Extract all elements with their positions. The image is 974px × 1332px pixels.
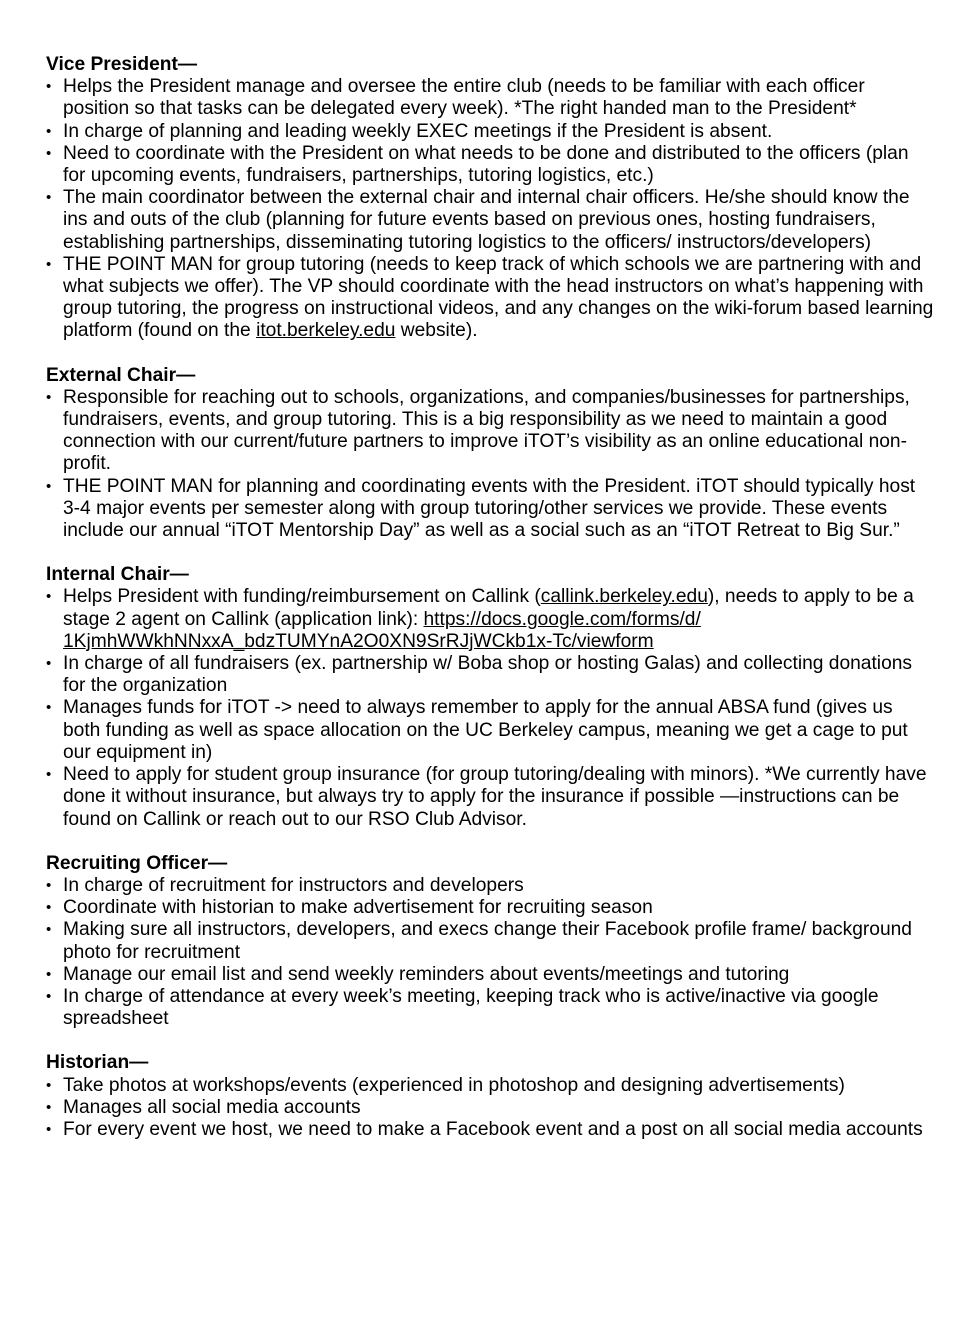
section-title: Recruiting Officer—	[46, 852, 228, 874]
bullet-text: Helps the President manage and oversee the entire club (needs to be familiar with each officer position so that tasks can be delegated every week). *The right handed man to the President*	[63, 76, 865, 120]
bullet-text: In charge of planning and leading weekly EXEC meetings if the President is absent.	[63, 120, 773, 142]
bullet-item	[46, 387, 934, 476]
hyperlink[interactable]: callink.berkeley.edu	[540, 586, 708, 608]
bullet-item	[46, 1119, 934, 1141]
bullet-item	[46, 764, 934, 831]
bullet-item	[46, 76, 934, 120]
bullet-text: In charge of all fundraisers (ex. partnership w/ Boba shop or hosting Galas) and collecting donations for the organization	[63, 653, 912, 697]
bullet-text: Coordinate with historian to make advertisement for recruiting season	[63, 897, 653, 919]
bullet-text: In charge of attendance at every week’s meeting, keeping track who is active/inactive via google spreadsheet	[63, 985, 879, 1030]
section	[46, 1052, 934, 1141]
bullet-text: website).	[395, 320, 478, 342]
section-title: Vice President—	[46, 54, 198, 75]
bullet-text: Need to apply for student group insurance (for group tutoring/dealing with minors). *We currently have done it without insurance, but always try to apply for the insurance if possible —instructions can be found on Callink or reach out to our RSO Club Advisor.	[63, 764, 927, 830]
bullet-item	[46, 653, 934, 697]
bullet-item	[46, 964, 934, 986]
bullet-item	[46, 121, 934, 143]
section	[46, 365, 934, 543]
bullet-text: THE POINT MAN for group tutoring (needs to keep track of which schools we are partnering with and what subjects we offer). The VP should coordinate with the head instructors on what’s happening with group tutoring, the progress on instructional videos, and any changes on the wiki-forum based learning platform (found on the	[63, 253, 934, 342]
section	[46, 564, 934, 830]
bullet-text: In charge of recruitment for instructors and developers	[63, 874, 524, 896]
bullet-list	[46, 875, 934, 1030]
section-title: Internal Chair—	[46, 564, 189, 586]
bullet-item	[46, 1097, 934, 1119]
bullet-text: Take photos at workshops/events (experienced in photoshop and designing advertisements)	[63, 1074, 845, 1096]
bullet-text: Need to coordinate with the President on what needs to be done and distributed to the officers (plan for upcoming events, fundraisers, partnerships, tutoring logistics, etc.)	[63, 142, 909, 187]
bullet-item	[46, 187, 934, 254]
bullet-item	[46, 1075, 934, 1097]
bullet-item	[46, 586, 934, 653]
bullet-item	[46, 875, 934, 897]
bullet-item	[46, 697, 934, 764]
bullet-item	[46, 143, 934, 187]
bullet-text: Helps President with funding/reimbursement on Callink (	[63, 586, 541, 608]
bullet-text: Manages all social media accounts	[63, 1096, 361, 1118]
bullet-text: Making sure all instructors, developers, and execs change their Facebook profile frame/ background photo for recruitment	[63, 919, 912, 963]
bullet-text: Responsible for reaching out to schools, organizations, and companies/businesses for partnerships, fundraisers, events, and group tutoring. This is a big responsibility as we need to maintain a good connection with our current/future partners to improve iTOT’s visibility as an online educational non-profit.	[63, 386, 910, 475]
bullet-text: THE POINT MAN for planning and coordinating events with the President. iTOT should typically host 3-4 major events per semester along with group tutoring/other services we provide. These events include our annual “iTOT Mentorship Day” as well as a social such as an “iTOT Retreat to Big Sur.”	[63, 475, 916, 542]
section-title: Historian—	[46, 1052, 149, 1074]
bullet-list	[46, 1075, 934, 1142]
bullet-item	[46, 254, 934, 343]
section-title: External Chair—	[46, 364, 196, 386]
bullet-text: Manages funds for iTOT -> need to always remember to apply for the annual ABSA fund (gives us both funding as well as space allocation on the UC Berkeley campus, meaning we get a cage to put our equipment in)	[63, 697, 908, 763]
bullet-item	[46, 919, 934, 963]
bullet-item	[46, 986, 934, 1030]
section	[46, 54, 934, 343]
bullet-list	[46, 76, 934, 342]
hyperlink[interactable]: itot.berkeley.edu	[256, 320, 396, 342]
bullet-text: ), needs to apply to be a stage 2 agent on Callink (application link):	[63, 586, 914, 630]
bullet-text: The main coordinator between the external chair and internal chair officers. He/she should know the ins and outs of the club (planning for future events based on previous ones, hosting fundraisers, establishing partnerships, disseminating tutoring logistics to the officers/ instructors/developers)	[63, 187, 910, 253]
section	[46, 853, 934, 1031]
bullet-item	[46, 476, 934, 543]
hyperlink[interactable]: https://docs.google.com/forms/d/ 1KjmhWWkhNNxxA_bdzTUMYnA2O0XN9SrRJjWCkb1x-Tc/viewform	[63, 608, 701, 652]
bullet-list	[46, 586, 934, 830]
bullet-text: Manage our email list and send weekly reminders about events/meetings and tutoring	[63, 963, 790, 985]
bullet-item	[46, 897, 934, 919]
bullet-text: For every event we host, we need to make a Facebook event and a post on all social media accounts	[63, 1118, 923, 1140]
bullet-list	[46, 387, 934, 542]
